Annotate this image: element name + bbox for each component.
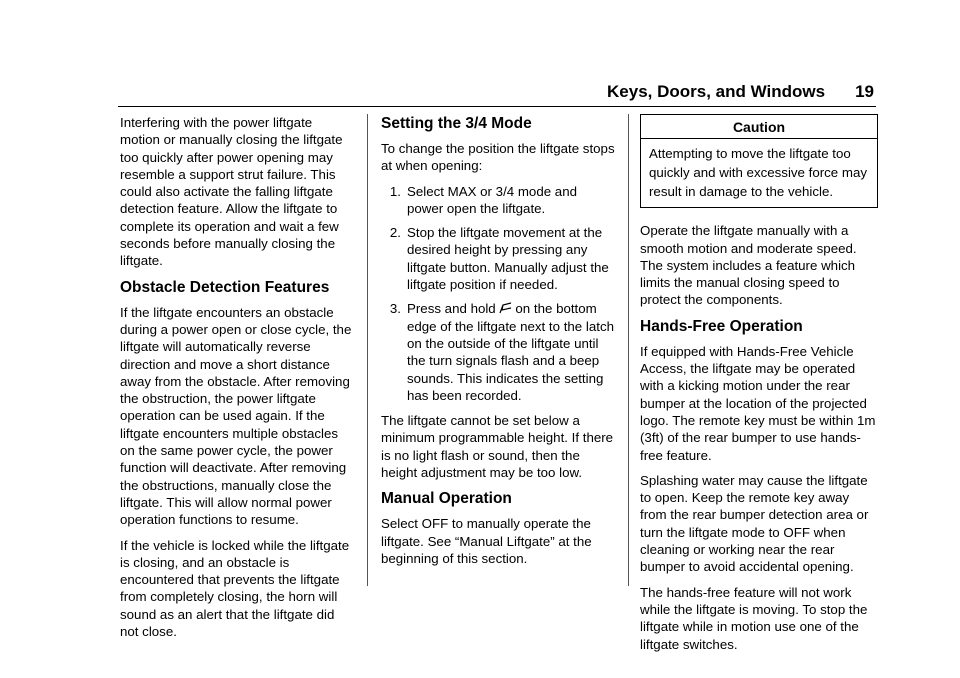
caution-title: Caution xyxy=(641,115,877,139)
heading-obstacle-detection: Obstacle Detection Features xyxy=(120,278,330,296)
column-3 xyxy=(640,114,878,661)
list-item xyxy=(381,183,616,218)
paragraph-interfering: Interfering with the power liftgate motion or manually closing the liftgate too quickly after power opening may resemble a support strut failure. This could also activate the falling liftgate detection feature. Allow the liftgate to complete its operation and wait a few seconds before manually closing the liftgate. xyxy=(120,115,343,269)
heading-manual-operation: Manual Operation xyxy=(381,490,512,508)
paragraph-locked: If the vehicle is locked while the liftgate is closing, and an obstacle is encountered that prevents the liftgate from completely closing, the horn will sound as an alert that the liftgate did not close. xyxy=(120,537,350,640)
section-title: Keys, Doors, and Windows xyxy=(607,82,826,101)
heading-3-4-mode: Setting the 3/4 Mode xyxy=(381,115,532,132)
paragraph-mode-intro: To change the position the liftgate stops at when opening: xyxy=(381,141,615,174)
header-rule xyxy=(118,106,876,107)
list-item xyxy=(381,224,616,293)
column-divider-1 xyxy=(367,114,368,586)
paragraph-splashing: Splashing water may cause the liftgate to open. Keep the remote key away from the rear bumper detection area or turn the liftgate mode to OFF when cleaning or working near the rear bumper to avoid accidental opening. xyxy=(640,472,869,575)
step-text-before: Press and hold xyxy=(407,301,496,317)
page-number: 19 xyxy=(855,82,874,101)
list-item xyxy=(381,300,616,404)
paragraph-hands-free: If equipped with Hands-Free Vehicle Access, the liftgate may be operated with a kicking motion under the rear bumper at the location of the projected logo. The remote key must be within 1m (3ft) of the rear bumper to use hands-free feature. xyxy=(640,343,876,463)
paragraph-obstacle: If the liftgate encounters an obstacle during a power open or close cycle, the liftgate will automatically reverse direction and move a short distance away from the obstacle. After removing the obstruction, the power liftgate operation can be used again. If the liftgate encounters multiple obstacles on the same power cycle, the power function will deactivate. After removing the obstructions, manually close the liftgate. This will allow normal power operation functions to resume. xyxy=(120,304,352,528)
step-number: 1. xyxy=(389,183,401,199)
paragraph-manual: Select OFF to manually operate the liftgate. See “Manual Liftgate” at the beginning of this section. xyxy=(381,516,592,566)
liftgate-button-icon xyxy=(499,302,513,315)
step-text: Stop the liftgate movement at the desired height by pressing any liftgate button. Manually adjust the liftgate position if needed. xyxy=(407,225,609,293)
caution-body: Attempting to move the liftgate too quickly and with excessive force may result in damage to the vehicle. xyxy=(649,146,868,200)
column-2 xyxy=(381,114,616,575)
step-text xyxy=(407,300,616,404)
paragraph-not-work: The hands-free feature will not work while the liftgate is moving. To stop the liftgate while in motion use one of the liftgate switches. xyxy=(640,584,868,652)
step-text: Select MAX or 3/4 mode and power open the liftgate. xyxy=(407,183,577,216)
heading-hands-free: Hands-Free Operation xyxy=(640,317,803,335)
step-number: 3. xyxy=(389,301,401,317)
paragraph-manual-speed: Operate the liftgate manually with a smooth motion and moderate speed. The system includes a feature which limits the manual closing speed to protect the components. xyxy=(640,223,857,308)
column-1 xyxy=(120,114,355,648)
column-divider-2 xyxy=(628,114,629,586)
paragraph-minimum-height: The liftgate cannot be set below a minimum programmable height. If there is no light flash or sound, then the height adjustment may be too low. xyxy=(381,413,614,481)
caution-box xyxy=(640,114,878,208)
steps-list xyxy=(381,183,616,405)
page-header xyxy=(0,82,874,102)
step-text-after: on the bottom edge of the liftgate next to the latch on the outside of the liftgate until the turn signals flash and a beep sounds. This indicates the setting has been recorded. xyxy=(407,301,614,403)
step-number: 2. xyxy=(389,225,401,241)
